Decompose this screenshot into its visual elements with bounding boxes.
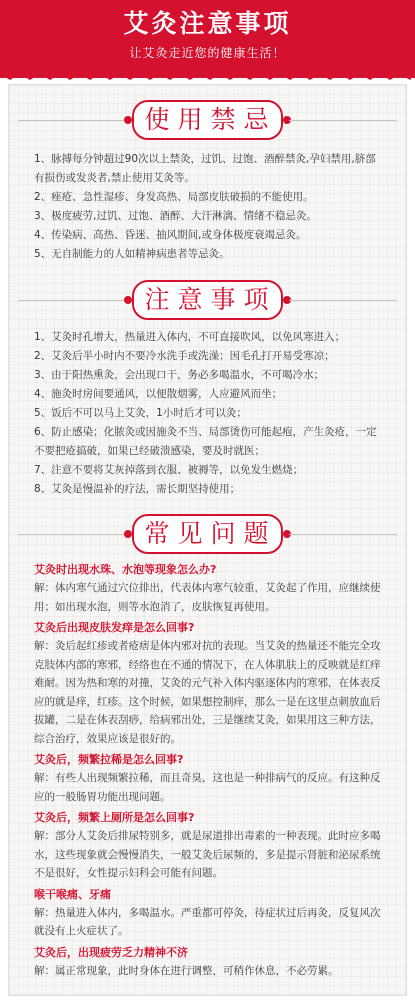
page-title: 艾灸注意事项: [123, 9, 292, 38]
list-item: 1、脉搏每分钟超过90次以上禁灸，过饥、过饱、酒醉禁灸,孕妇禁用,脐部有损伤或发炎者,禁止使用艾灸等。: [34, 153, 376, 184]
faq-answer: 解：热量进入体内，多喝温水。严重都可停灸，待症状过后再灸，反复风次就没有上火症状了。: [34, 906, 381, 937]
list-item: 2、痤疮、急性湿疹、身发高热、局部皮肤破损的不能使用。: [34, 191, 314, 203]
section-title-faq: 常见问题: [0, 512, 415, 556]
faq-question: 艾灸时出现水珠、水泡等现象怎么办?: [34, 563, 217, 576]
list-item: 4、传染病、高热、昏迷、抽风期间,或身体极度衰竭忌灸。: [34, 229, 307, 241]
list-item: 4、施灸时房间要通风，以便散烟雾，人应避风而坐；: [34, 388, 283, 400]
list-item: 8、艾灸是慢温补的疗法，需长期坚持使用；: [34, 483, 241, 495]
list-item: 3、极度疲劳,过饥、过饱、酒醉、大汗淋漓、情绪不稳忌灸。: [34, 210, 318, 222]
section-title-contraindications: 使用禁忌: [0, 98, 415, 142]
page-subtitle: 让艾灸走近您的健康生活！: [129, 46, 286, 60]
section-title-precautions: 注意事项: [0, 278, 415, 322]
faq-question: 喉干喉痛、牙痛: [34, 887, 111, 901]
header-banner: [0, 0, 415, 78]
faq-answer: 解：有些人出现频繁拉稀，而且奇臭，这也是一种排病气的反应。有这种反应的一般肠胃功能出现问题。: [34, 772, 381, 803]
dot-icon: [124, 296, 132, 304]
list-item: 2、艾灸后半小时内不要冷水洗手或洗澡；因毛孔打开易受寒凉；: [34, 350, 335, 362]
zigzag-border: [0, 70, 415, 82]
list-item: 5、无自制能力的人如精神病患者等忌灸。: [34, 248, 230, 260]
precautions-list: [34, 328, 384, 499]
faq-answer: 解：体内寒气通过穴位排出，代表体内寒气较重，艾灸起了作用，应继续使用；如出现水泡，则等水泡消了，皮肤恢复再使用。: [34, 582, 381, 613]
dot-icon: [124, 116, 132, 124]
contraindications-list: [34, 150, 384, 264]
list-item: 3、由于阳热熏灸，会出现口干，务必多喝温水，不可喝冷水；: [34, 369, 325, 381]
faq-question: 艾灸后，频繁拉稀是怎么回事?: [34, 753, 184, 766]
faq-question: 艾灸后，频繁上厕所是怎么回事?: [34, 811, 195, 824]
list-item: 7、注意不要将艾灰掉落到衣服、被褥等，以免发生燃烧；: [34, 464, 304, 476]
faq-question: 艾灸后，出现疲劳乏力精神不济: [34, 945, 188, 959]
faq-answer: 解：部分人艾灸后排尿特别多，就是尿道排出毒素的一种表现。此时应多喝水，这些现象就会慢慢消失，一般艾灸后尿频的，多是提示肾脏和泌尿系统不是很好，女性提示妇科会可能有问题。: [34, 830, 381, 879]
faq-question: 艾灸后出现皮肤发痒是怎么回事?: [34, 621, 195, 634]
faq-list: [34, 560, 390, 982]
dot-icon: [124, 530, 132, 538]
faq-answer: 解：属正常现象，此时身体在进行调整，可稍作休息，不必劳累。: [34, 964, 339, 977]
list-item: 6、防止感染；化脓灸或因施灸不当、局部烫伤可能起疱，产生灸疮，一定不要把疮搞破，如果已经破溃感染，要及时就医；: [34, 426, 377, 457]
list-item: 1、艾灸时孔增大，热量进入体内，不可直接吹风，以免风寒进入；: [34, 331, 346, 343]
faq-answer: 解：灸后起红疹或者疮痞是体内邪对抗的表现。当艾灸的热量还不能完全攻克肢体内部的寒邪，经络也在不通的情况下，在人体肌肤上的反映就是红痒难耐。因为热和寒的对撞，艾灸的元气补入体内驱逐体内的寒邪，在体表反应的就是痒，红疹。这个时候，如果想控制痒，那么一是在这里点刺放血后拔罐，二是在体表刮痧，给病邪出处，三是继续艾灸，如果用这三种方法，综合治疗，效果应该是很好的。: [34, 640, 381, 745]
list-item: 5、饭后不可以马上艾灸，1小时后才可以灸；: [34, 407, 247, 419]
